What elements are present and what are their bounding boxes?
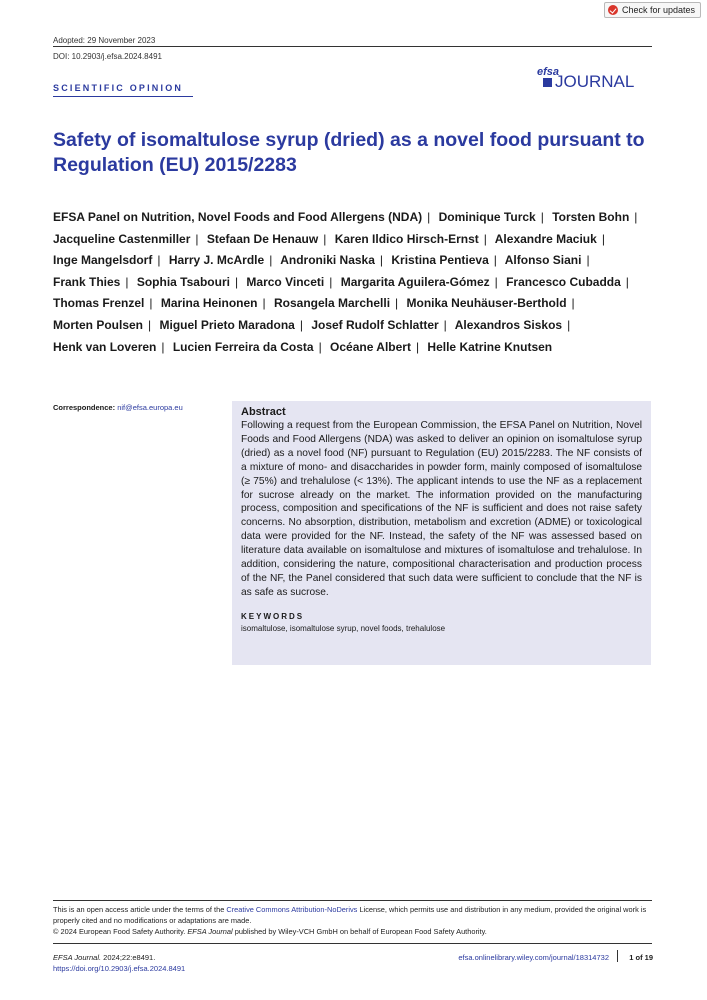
correspondence xyxy=(53,403,183,412)
author-separator: | xyxy=(195,231,199,246)
logo-efsa-text: efsa xyxy=(537,66,560,78)
author-name: Josef Rudolf Schlatter xyxy=(311,317,439,332)
license-text-start: This is an open access article under the terms of the xyxy=(53,905,227,914)
author-name: Karen Ildico Hirsch-Ernst xyxy=(334,231,479,246)
article-type: SCIENTIFIC OPINION xyxy=(53,83,184,93)
author-separator: | xyxy=(262,296,266,311)
author-separator: | xyxy=(157,253,161,268)
page-number: 1 of 19 xyxy=(629,953,653,962)
author-separator: | xyxy=(415,339,420,354)
author-name: Jacqueline Castenmiller xyxy=(53,231,191,246)
author-separator: | xyxy=(634,210,638,224)
copyright-text: © 2024 European Food Safety Authority. xyxy=(53,927,188,936)
author-name: Monika Neuhäuser-Berthold xyxy=(406,296,567,311)
author-name: Henk van Loveren xyxy=(53,339,157,354)
footer-divider xyxy=(53,900,652,901)
author-name: Margarita Aguilera-Gómez xyxy=(340,274,490,289)
journal-citation xyxy=(53,953,155,962)
abstract-box xyxy=(232,401,651,665)
author-separator: | xyxy=(571,296,575,311)
author-name: Marco Vinceti xyxy=(246,274,325,289)
author-name: Alexandre Maciuk xyxy=(494,231,597,246)
author-name: Francesco Cubadda xyxy=(506,274,621,289)
correspondence-label: Correspondence: xyxy=(53,403,116,412)
author-name: Marina Heinonen xyxy=(160,296,258,311)
article-type-underline xyxy=(53,96,193,97)
abstract-heading: Abstract xyxy=(241,406,286,418)
author-name: Alfonso Siani xyxy=(504,253,582,268)
author-separator: | xyxy=(148,317,152,332)
correspondence-email-link[interactable]: nif@efsa.europa.eu xyxy=(117,403,183,412)
author-separator: | xyxy=(234,274,239,289)
abstract-text: Following a request from the European Commission, the EFSA Panel on Nutrition, Novel Foods and Food Allergens (NDA) was asked to deliver an opinion on isomaltulose syrup (dried) as a novel food (NF) pursuant to Regulation (EU) 2015/2283. The NF consists of a mixture of mono- and disaccharides in powder form, mainly composed of isomaltulose (≥ 75%) and trehalulose (< 13%). The applicant intends to use the NF as a replacement for sucrose already on the market. The information provided on the manufacturing process, composition and specifications of the NF is sufficient and does not raise safety concerns. No absorption, distribution, metabolism and excretion (ADME) or toxicological data were provided for the NF. Instead, the safety of the NF was assessed based on literature data available on isomaltulose and mixtures of isomaltulose and trehalulose. In addition, considering the nature, compositional characterisation and production process of the NF, the Panel considered that such data were sufficient to conclude that the NF is as safe as sucrose. xyxy=(241,420,642,598)
article-title: Safety of isomaltulose syrup (dried) as a novel food pursuant to Regulation (EU) 2015/2283 xyxy=(53,129,645,176)
author-separator: | xyxy=(299,317,303,332)
author-separator: | xyxy=(318,339,322,354)
author-list xyxy=(53,207,653,358)
logo-journal-text: JOURNAL xyxy=(555,72,635,90)
author-name: Miguel Prieto Maradona xyxy=(159,317,295,332)
author-name: Océane Albert xyxy=(330,339,411,354)
license-link[interactable]: Creative Commons Attribution-NoDerivs xyxy=(226,905,358,914)
author-separator: | xyxy=(443,317,447,332)
author-name: Androniki Naska xyxy=(280,253,375,268)
logo-square-icon xyxy=(543,78,552,87)
author-separator: | xyxy=(427,210,431,224)
author-separator: | xyxy=(161,339,165,354)
author-name: Harry J. McArdle xyxy=(168,253,265,268)
author-name: EFSA Panel on Nutrition, Novel Foods and Food Allergens (NDA) xyxy=(53,210,423,224)
author-separator: | xyxy=(269,253,273,268)
author-name: Dominique Turck xyxy=(438,210,536,224)
copyright-journal: EFSA Journal xyxy=(187,927,233,936)
author-separator: | xyxy=(601,231,605,246)
citation-volume: 2024;22:e8491. xyxy=(101,953,156,962)
adopted-date: Adopted: 29 November 2023 xyxy=(53,36,156,45)
author-separator: | xyxy=(493,253,497,268)
author-name: Stefaan De Henauw xyxy=(206,231,319,246)
keywords-heading: KEYWORDS xyxy=(241,611,305,621)
bottom-divider xyxy=(53,943,652,944)
author-name: Helle Katrine Knutsen xyxy=(427,339,553,354)
author-separator: | xyxy=(586,253,590,268)
checkmark-badge-icon xyxy=(608,5,618,15)
author-name: Sophia Tsabouri xyxy=(136,274,230,289)
journal-name: EFSA Journal. xyxy=(53,953,102,962)
author-separator: | xyxy=(494,274,498,289)
page-number-separator xyxy=(617,950,618,962)
author-name: Morten Poulsen xyxy=(53,317,144,332)
author-separator: | xyxy=(395,296,399,311)
keywords-text: isomaltulose, isomaltulose syrup, novel foods, trehalulose xyxy=(241,623,446,633)
author-name: Alexandros Siskos xyxy=(454,317,563,332)
author-name: Thomas Frenzel xyxy=(53,296,145,311)
author-separator: | xyxy=(329,274,333,289)
journal-site-link[interactable]: efsa.onlinelibrary.wiley.com/journal/18314732 xyxy=(458,953,609,962)
header-divider xyxy=(53,46,652,47)
author-name: Lucien Ferreira da Costa xyxy=(172,339,314,354)
author-name: Inge Mangelsdorf xyxy=(53,253,153,268)
author-separator: | xyxy=(149,296,153,311)
author-separator: | xyxy=(483,231,487,246)
author-separator: | xyxy=(125,274,129,289)
author-name: Torsten Bohn xyxy=(552,210,630,224)
author-name: Rosangela Marchelli xyxy=(273,296,391,311)
author-name: Frank Thies xyxy=(53,274,121,289)
check-for-updates-button[interactable] xyxy=(604,2,701,18)
doi-text: DOI: 10.2903/j.efsa.2024.8491 xyxy=(53,52,162,61)
doi-link[interactable]: https://doi.org/10.2903/j.efsa.2024.8491 xyxy=(53,964,186,973)
check-for-updates-label: Check for updates xyxy=(621,5,695,15)
author-separator: | xyxy=(540,210,544,224)
author-separator: | xyxy=(567,317,571,332)
copyright-text-end: published by Wiley-VCH GmbH on behalf of European Food Safety Authority. xyxy=(232,927,487,936)
efsa-journal-logo xyxy=(534,64,654,90)
author-separator: | xyxy=(625,274,629,289)
author-name: Kristina Pentieva xyxy=(391,253,489,268)
license-text-end: License, which permits use and distribution in any medium, provided the original work is properly cited and no modifications or adaptations are made. xyxy=(53,905,647,925)
author-separator: | xyxy=(323,231,327,246)
author-separator: | xyxy=(379,253,384,268)
license-notice xyxy=(53,904,653,937)
